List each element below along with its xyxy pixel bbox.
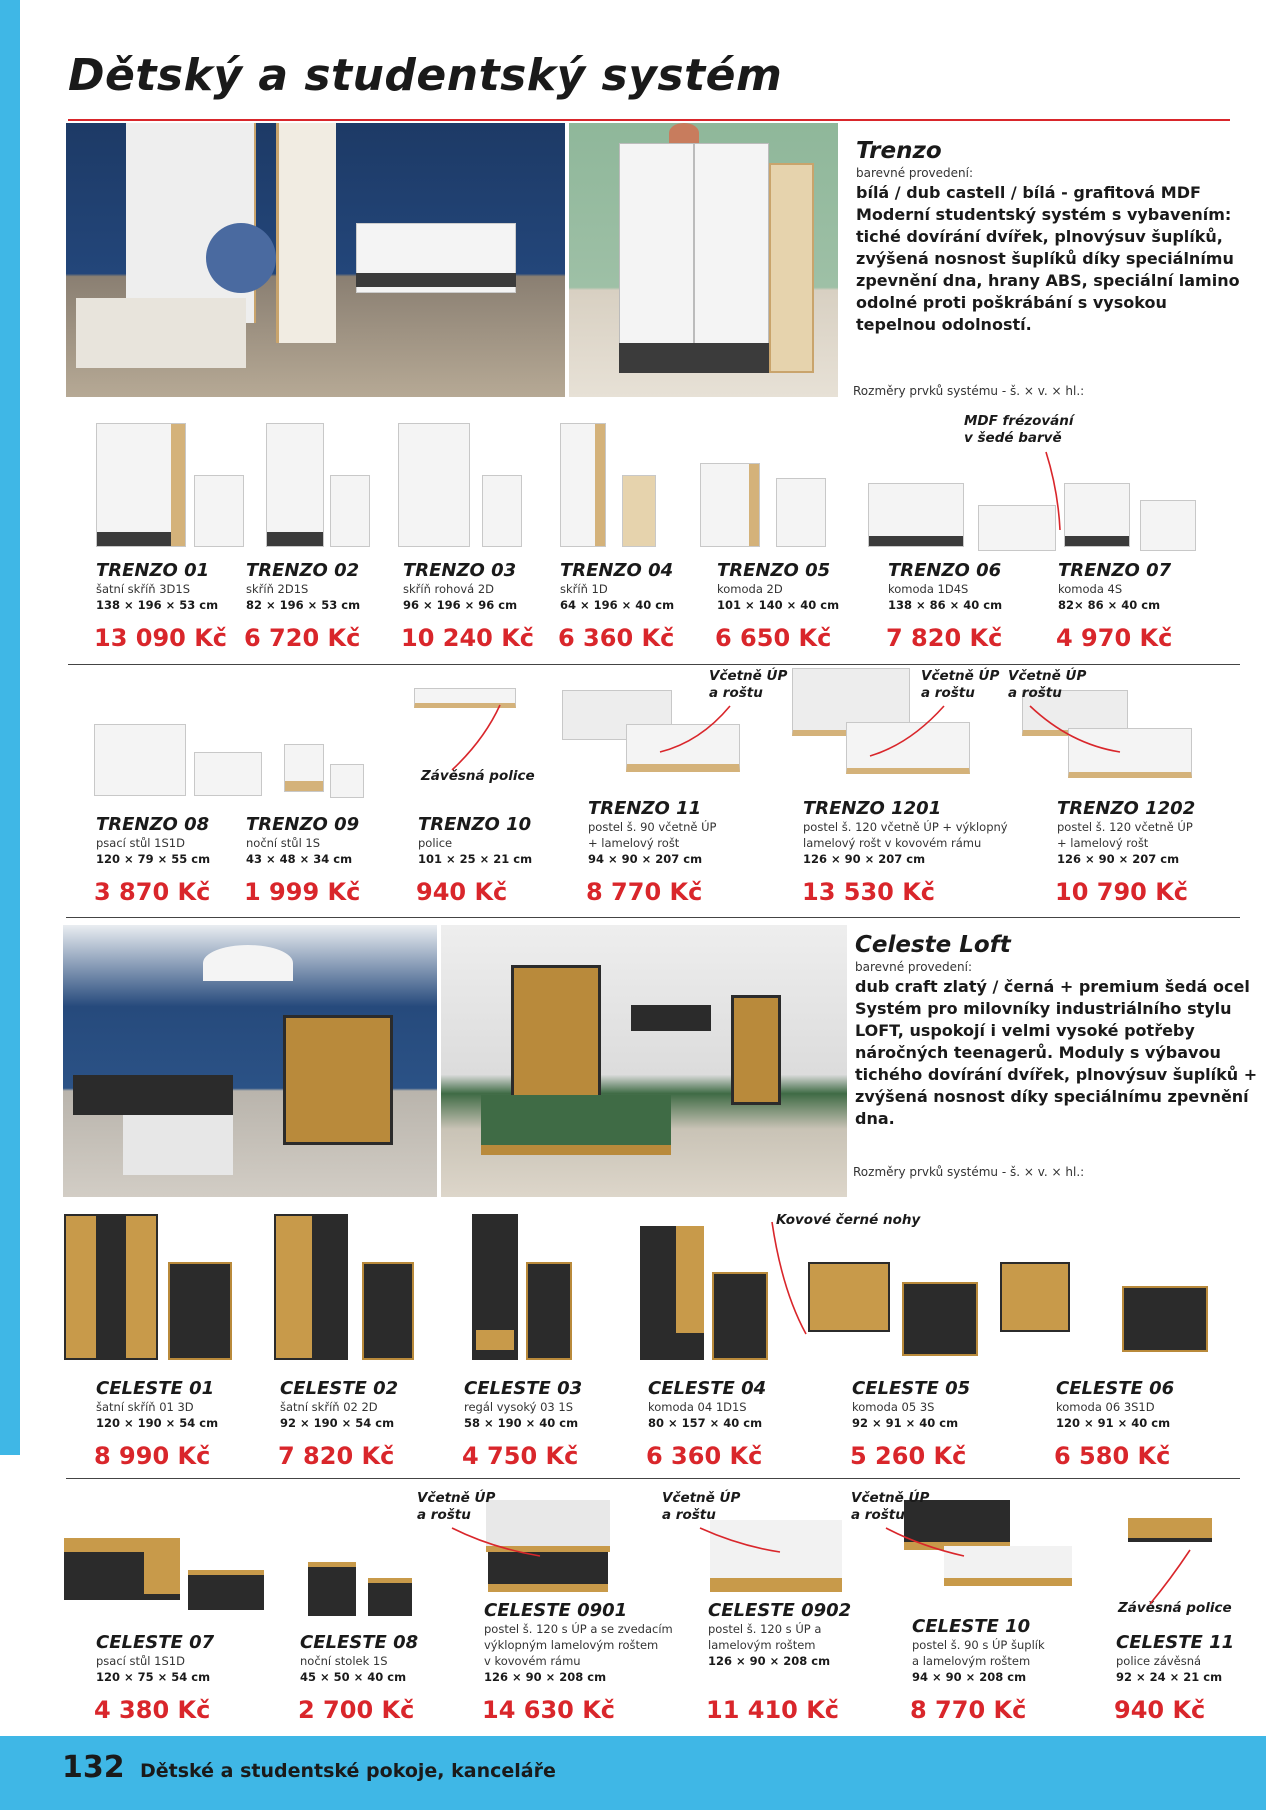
product-type: noční stůl 1S	[246, 836, 321, 850]
trenzo-10-price: 940 Kč	[416, 878, 508, 906]
celeste-10	[912, 1616, 1045, 1685]
trenzo-01-price: 13 090 Kč	[94, 624, 228, 652]
celeste-dims-heading: Rozměry prvků systému - š. × v. × hl.:	[853, 1165, 1085, 1179]
celeste-11-price: 940 Kč	[1114, 1696, 1206, 1724]
celeste-05-image	[808, 1262, 890, 1332]
product-name: TRENZO 10	[418, 814, 532, 835]
celeste-06-open-image	[1122, 1286, 1208, 1352]
trenzo-04-price: 6 360 Kč	[558, 624, 675, 652]
product-dimensions: 120 × 190 × 54 cm	[96, 1416, 219, 1430]
product-type: + lamelový rošt	[1057, 836, 1149, 850]
product-dimensions: 92 × 190 × 54 cm	[280, 1416, 395, 1430]
trenzo-variant-label: barevné provedení:	[856, 166, 974, 180]
celeste-11	[1116, 1632, 1234, 1685]
product-type: postel š. 90 včetně ÚP	[588, 820, 717, 834]
product-type: a lamelovým roštem	[912, 1654, 1031, 1668]
product-type: skříň 2D1S	[246, 582, 309, 596]
product-name: CELESTE 01	[96, 1378, 215, 1399]
trenzo-mdf-note: MDF frézování v šedé barvě	[964, 413, 1074, 446]
celeste-info	[855, 932, 1257, 1130]
product-type: komoda 06 3S1D	[1056, 1400, 1155, 1414]
celeste-0901-price: 14 630 Kč	[482, 1696, 616, 1724]
trenzo-07	[1058, 560, 1171, 613]
celeste-description: dub craft zlatý / černá + premium šedá ocel Systém pro milovníky industriálního stylu LOFT, uspokojí i velmi vysoké potřeby náročných teenagerů. Moduly s výbavou tichého dovírání dvířek, plnovýsuv šuplíků + zvýšená nosnost díky speciálnímu zpevnění dna.	[855, 977, 1258, 1128]
trenzo-1202-price: 10 790 Kč	[1055, 878, 1189, 906]
trenzo-shelf-arrow	[452, 705, 500, 770]
trenzo-05-price: 6 650 Kč	[715, 624, 832, 652]
trenzo-room-photo	[66, 123, 565, 397]
product-type: komoda 2D	[717, 582, 783, 596]
trenzo-01-open-image	[194, 475, 244, 547]
product-name: TRENZO 1202	[1057, 798, 1196, 819]
side-accent-bar	[0, 0, 20, 1455]
trenzo-11	[588, 798, 716, 867]
product-type: postel š. 120 včetně ÚP	[1057, 820, 1193, 834]
trenzo-01	[96, 560, 218, 613]
trenzo-1201	[803, 798, 1008, 867]
product-type: regál vysoký 03 1S	[464, 1400, 574, 1414]
product-name: TRENZO 03	[403, 560, 517, 581]
product-name: CELESTE 04	[648, 1378, 767, 1399]
celeste-04	[648, 1378, 766, 1431]
product-type: postel š. 120 s ÚP a	[708, 1622, 822, 1636]
celeste-07	[96, 1632, 214, 1685]
product-type: + lamelový rošt	[588, 836, 680, 850]
product-name: CELESTE 07	[96, 1632, 215, 1653]
celeste-06-image	[1000, 1262, 1070, 1332]
celeste-0902	[708, 1600, 851, 1669]
product-name: CELESTE 06	[1056, 1378, 1175, 1399]
trenzo-info	[856, 138, 1240, 336]
trenzo-06-image	[868, 483, 964, 547]
product-name: CELESTE 02	[280, 1378, 399, 1399]
celeste-07-price: 4 380 Kč	[94, 1696, 211, 1724]
celeste-10-price: 8 770 Kč	[910, 1696, 1027, 1724]
product-type: psací stůl 1S1D	[96, 1654, 185, 1668]
trenzo-1201-open-image	[846, 722, 970, 774]
product-dimensions: 120 × 75 × 54 cm	[96, 1670, 211, 1684]
product-name: TRENZO 01	[96, 560, 210, 581]
celeste-incl-note-3: Včetně ÚP a roštu	[851, 1490, 930, 1523]
trenzo-11-price: 8 770 Kč	[586, 878, 703, 906]
trenzo-08-alt-image	[194, 752, 262, 796]
product-dimensions: 126 × 90 × 208 cm	[708, 1654, 831, 1668]
product-type: šatní skříň 3D1S	[96, 582, 190, 596]
product-name: TRENZO 05	[717, 560, 831, 581]
trenzo-10	[418, 814, 532, 867]
trenzo-05-open-image	[776, 478, 826, 547]
trenzo-03-image	[398, 423, 470, 547]
product-type: postel š. 120 včetně ÚP + výklopný	[803, 820, 1008, 834]
product-name: TRENZO 1201	[803, 798, 942, 819]
product-dimensions: 96 × 196 × 96 cm	[403, 598, 518, 612]
celeste-04-price: 6 360 Kč	[646, 1442, 763, 1470]
celeste-01-image	[64, 1214, 158, 1360]
product-dimensions: 92 × 91 × 40 cm	[852, 1416, 959, 1430]
product-name: CELESTE 10	[912, 1616, 1031, 1637]
product-type: police	[418, 836, 453, 850]
product-dimensions: 58 × 190 × 40 cm	[464, 1416, 579, 1430]
trenzo-02	[246, 560, 360, 613]
product-dimensions: 82 × 196 × 53 cm	[246, 598, 361, 612]
product-dimensions: 101 × 140 × 40 cm	[717, 598, 840, 612]
celeste-shelf-note: Závěsná police	[1118, 1600, 1232, 1616]
celeste-05-open-image	[902, 1282, 978, 1356]
product-name: TRENZO 09	[246, 814, 360, 835]
product-type: police závěsná	[1116, 1654, 1202, 1668]
trenzo-07-price: 4 970 Kč	[1056, 624, 1173, 652]
trenzo-description: bílá / dub castell / bílá - grafitová MDF Moderní studentský systém s vybavením: tiché dovírání dvířek, plnovýsuv šuplíků, zvýšená nosnost šuplíků díky speciálnímu zpevnění dna, hrany ABS, speciální lamino odolné proti poškrábání s vysokou tepelnou odolností.	[856, 183, 1240, 334]
trenzo-08-image	[94, 724, 186, 796]
celeste-01	[96, 1378, 218, 1431]
celeste-legs-arrow	[772, 1222, 806, 1334]
celeste-0902-image	[710, 1520, 842, 1592]
trenzo-05	[717, 560, 839, 613]
trenzo-incl-note-1: Včetně ÚP a roštu	[709, 668, 788, 701]
product-type: v kovovém rámu	[484, 1654, 581, 1668]
celeste-04-open-image	[712, 1272, 768, 1360]
trenzo-09-price: 1 999 Kč	[244, 878, 361, 906]
celeste-02	[280, 1378, 398, 1431]
product-name: TRENZO 08	[96, 814, 210, 835]
trenzo-04-image	[560, 423, 606, 547]
trenzo-03-open-image	[482, 475, 522, 547]
product-dimensions: 101 × 25 × 21 cm	[418, 852, 533, 866]
trenzo-03-price: 10 240 Kč	[401, 624, 535, 652]
celeste-02-price: 7 820 Kč	[278, 1442, 395, 1470]
celeste-02-open-image	[362, 1262, 414, 1360]
trenzo-02-open-image	[330, 475, 370, 547]
celeste-shelf-arrow	[1150, 1550, 1190, 1604]
product-type: lamelovým roštem	[708, 1638, 816, 1652]
celeste-08-image	[308, 1562, 356, 1616]
product-dimensions: 82× 86 × 40 cm	[1058, 598, 1161, 612]
product-type: skříň rohová 2D	[403, 582, 495, 596]
product-dimensions: 64 × 196 × 40 cm	[560, 598, 675, 612]
celeste-05-price: 5 260 Kč	[850, 1442, 967, 1470]
title-divider	[68, 119, 1230, 121]
celeste-07-open-image	[188, 1570, 264, 1610]
product-type: komoda 05 3S	[852, 1400, 935, 1414]
celeste-0902-price: 11 410 Kč	[706, 1696, 840, 1724]
celeste-11-image	[1128, 1518, 1212, 1542]
trenzo-1201-price: 13 530 Kč	[802, 878, 936, 906]
celeste-0901	[484, 1600, 673, 1685]
celeste-04-image	[640, 1226, 704, 1360]
celeste-03	[464, 1378, 582, 1431]
celeste-0901-open-image	[488, 1552, 608, 1592]
product-name: CELESTE 03	[464, 1378, 583, 1399]
trenzo-04-open-image	[622, 475, 656, 547]
product-type: komoda 04 1D1S	[648, 1400, 747, 1414]
product-type: postel š. 120 s ÚP a se zvedacím	[484, 1622, 673, 1636]
celeste-bedroom-photo	[441, 925, 847, 1197]
celeste-08-price: 2 700 Kč	[298, 1696, 415, 1724]
footer-section-title: Dětské a studentské pokoje, kanceláře	[140, 1760, 556, 1782]
trenzo-02-image	[266, 423, 324, 547]
product-name: CELESTE 0902	[708, 1600, 852, 1621]
celeste-05	[852, 1378, 970, 1431]
trenzo-09-open-image	[330, 764, 364, 798]
section-divider	[66, 917, 1240, 918]
page-number: 132	[62, 1750, 125, 1785]
trenzo-09	[246, 814, 359, 867]
product-name: CELESTE 11	[1116, 1632, 1235, 1653]
product-type: šatní skříň 01 3D	[96, 1400, 194, 1414]
product-type: postel š. 90 s ÚP šuplík	[912, 1638, 1045, 1652]
product-type: noční stolek 1S	[300, 1654, 388, 1668]
product-dimensions: 126 × 90 × 208 cm	[484, 1670, 607, 1684]
celeste-08	[300, 1632, 418, 1685]
trenzo-dims-heading: Rozměry prvků systému - š. × v. × hl.:	[853, 384, 1085, 398]
celeste-variant-label: barevné provedení:	[855, 960, 973, 974]
product-dimensions: 80 × 157 × 40 cm	[648, 1416, 763, 1430]
row-divider	[66, 1478, 1240, 1479]
product-name: TRENZO 04	[560, 560, 674, 581]
celeste-06-price: 6 580 Kč	[1054, 1442, 1171, 1470]
celeste-02-image	[274, 1214, 348, 1360]
trenzo-03	[403, 560, 517, 613]
product-type: výklopným lamelovým roštem	[484, 1638, 659, 1652]
product-dimensions: 138 × 196 × 53 cm	[96, 598, 219, 612]
trenzo-06-price: 7 820 Kč	[886, 624, 1003, 652]
celeste-03-open-image	[526, 1262, 572, 1360]
product-dimensions: 138 × 86 × 40 cm	[888, 598, 1003, 612]
product-type: komoda 4S	[1058, 582, 1123, 596]
trenzo-06	[888, 560, 1002, 613]
trenzo-09-image	[284, 744, 324, 792]
product-type: komoda 1D4S	[888, 582, 969, 596]
trenzo-1202-open-image	[1068, 728, 1192, 778]
product-dimensions: 120 × 91 × 40 cm	[1056, 1416, 1171, 1430]
product-dimensions: 126 × 90 × 207 cm	[803, 852, 926, 866]
trenzo-11-open-image	[626, 724, 740, 772]
celeste-01-open-image	[168, 1262, 232, 1360]
celeste-room-photo	[63, 925, 437, 1197]
trenzo-10-image	[414, 688, 516, 708]
celeste-01-price: 8 990 Kč	[94, 1442, 211, 1470]
trenzo-04	[560, 560, 674, 613]
product-type: lamelový rošt v kovovém rámu	[803, 836, 982, 850]
product-name: TRENZO 11	[588, 798, 702, 819]
product-type: skříň 1D	[560, 582, 608, 596]
product-type: psací stůl 1S1D	[96, 836, 185, 850]
trenzo-06-open-image	[978, 505, 1056, 551]
product-dimensions: 94 × 90 × 207 cm	[588, 852, 703, 866]
trenzo-07-image	[1064, 483, 1130, 547]
celeste-brand-name: Celeste Loft	[855, 932, 1011, 958]
trenzo-08-price: 3 870 Kč	[94, 878, 211, 906]
product-name: CELESTE 0901	[484, 1600, 628, 1621]
celeste-03-price: 4 750 Kč	[462, 1442, 579, 1470]
celeste-07-image	[64, 1538, 180, 1600]
trenzo-shelf-note: Závěsná police	[421, 768, 535, 784]
product-name: TRENZO 02	[246, 560, 360, 581]
celeste-08-open-image	[368, 1578, 412, 1616]
trenzo-05-image	[700, 463, 760, 547]
trenzo-1202	[1057, 798, 1195, 867]
product-name: TRENZO 06	[888, 560, 1002, 581]
celeste-incl-note-1: Včetně ÚP a roštu	[417, 1490, 496, 1523]
product-type: šatní skříň 02 2D	[280, 1400, 378, 1414]
product-dimensions: 120 × 79 × 55 cm	[96, 852, 211, 866]
row-divider	[68, 664, 1240, 665]
trenzo-incl-note-3: Včetně ÚP a roštu	[1008, 668, 1087, 701]
trenzo-wardrobe-photo	[569, 123, 838, 397]
trenzo-08	[96, 814, 210, 867]
celeste-0901-image	[486, 1500, 610, 1552]
trenzo-brand-name: Trenzo	[856, 138, 942, 164]
celeste-incl-note-2: Včetně ÚP a roštu	[662, 1490, 741, 1523]
product-name: CELESTE 08	[300, 1632, 419, 1653]
product-name: TRENZO 07	[1058, 560, 1172, 581]
celeste-03-image	[472, 1214, 518, 1360]
product-dimensions: 126 × 90 × 207 cm	[1057, 852, 1180, 866]
page-title: Dětský a studentský systém	[68, 50, 783, 101]
product-name: CELESTE 05	[852, 1378, 971, 1399]
celeste-06	[1056, 1378, 1174, 1431]
trenzo-incl-note-2: Včetně ÚP a roštu	[921, 668, 1000, 701]
trenzo-01-image	[96, 423, 186, 547]
product-dimensions: 92 × 24 × 21 cm	[1116, 1670, 1223, 1684]
product-dimensions: 94 × 90 × 208 cm	[912, 1670, 1027, 1684]
product-dimensions: 43 × 48 × 34 cm	[246, 852, 353, 866]
product-dimensions: 45 × 50 × 40 cm	[300, 1670, 407, 1684]
trenzo-07-open-image	[1140, 500, 1196, 551]
trenzo-02-price: 6 720 Kč	[244, 624, 361, 652]
celeste-legs-note: Kovové černé nohy	[776, 1212, 921, 1228]
celeste-10-open-image	[944, 1546, 1072, 1586]
